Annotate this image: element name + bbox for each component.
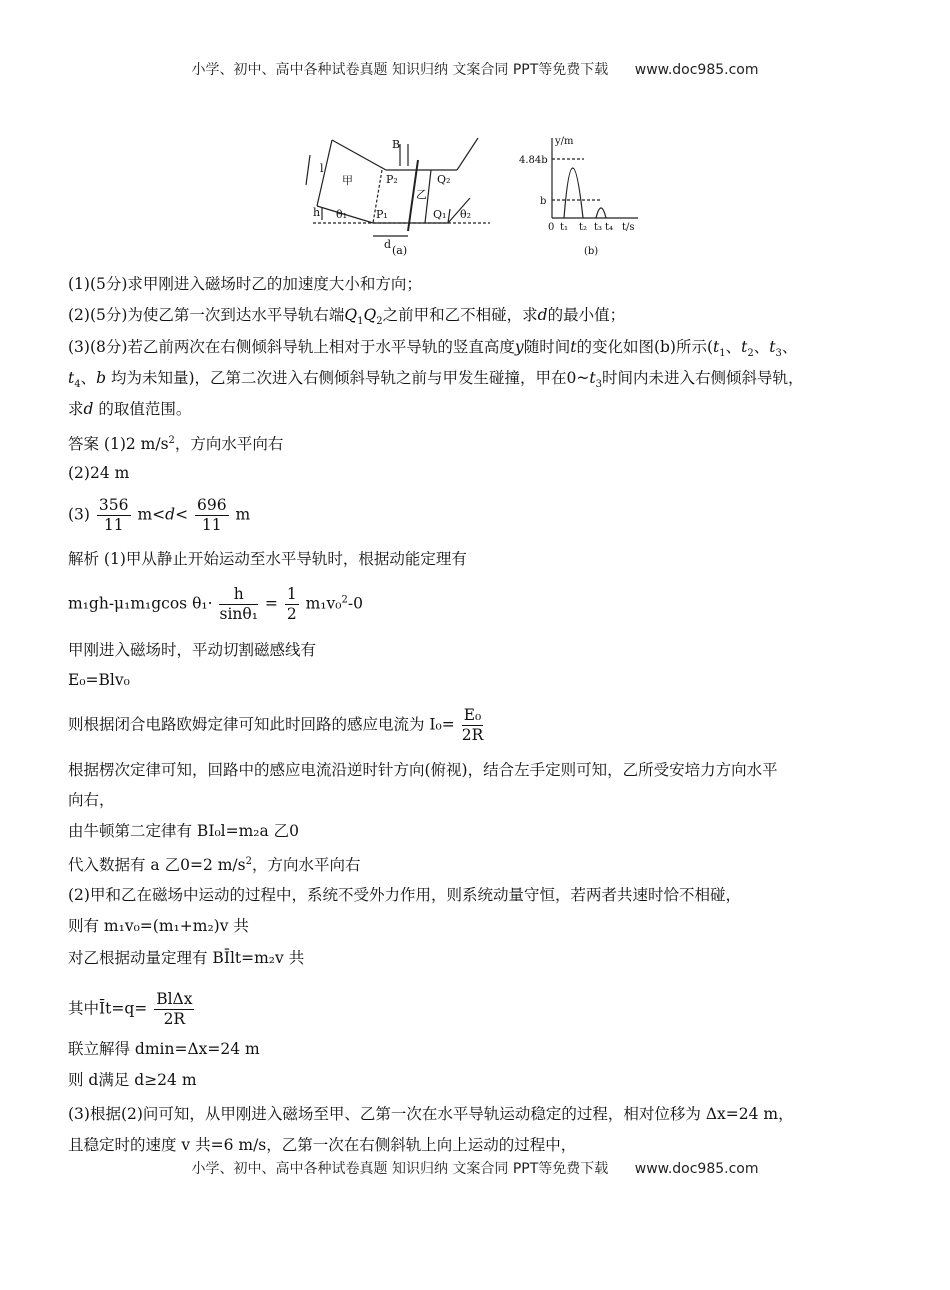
- fig-b-origin: 0: [548, 222, 555, 233]
- fig-label-Q1: Q₁: [433, 208, 447, 221]
- fig-label-P1: P₁: [376, 208, 388, 221]
- fig-label-B: B: [392, 138, 401, 151]
- fig-label-yi: 乙: [416, 188, 427, 201]
- answer-3: (3) $\frac{356}{11}$ m<d< $\frac{696}{11}$ m: [68, 496, 251, 534]
- analysis-4: 根据楞次定律可知，回路中的感应电流沿逆时针方向(俯视)，结合左手定则可知，乙所受安培力方向水平: [68, 761, 778, 779]
- header-url[interactable]: www.doc985.com: [634, 62, 759, 78]
- question-3: (3)(8分)若乙前两次在右侧倾斜导轨上相对于水平导轨的竖直高度y随时间t的变化如图(b)所示($t_1$、$t_2$、$t_3$、: [68, 338, 798, 360]
- analysis-3: 则根据闭合电路欧姆定律可知此时回路的感应电流为 I₀= $\frac{\text{E₀}}{2R}$: [68, 706, 484, 744]
- equation-2: E₀=Blv₀: [68, 671, 130, 689]
- fig-caption-a: (a): [392, 244, 408, 257]
- analysis-8: (2)甲和乙在磁场中运动的过程中，系统不受外力作用，则系统动量守恒，若两者共速时恰不相碰，: [68, 886, 741, 904]
- footer-text: 小学、初中、高中各种试卷真题 知识归纳 文案合同 PPT等免费下载: [191, 1161, 609, 1177]
- fig-label-P2: P₂: [386, 173, 398, 186]
- analysis-6: 由牛顿第二定律有 BI₀l=m₂a 乙0: [68, 822, 300, 840]
- fig-b-t4: t₄: [605, 222, 614, 233]
- fig-b-y-axis: y/m: [555, 136, 574, 147]
- fig-label-d: d: [384, 238, 392, 251]
- fig-b-t1: t₁: [560, 222, 569, 233]
- fig-b-t2: t₂: [579, 222, 588, 233]
- analysis-13: 则 d满足 d≥24 m: [68, 1071, 197, 1089]
- fig-label-Q2: Q₂: [437, 173, 451, 186]
- analysis-12: 联立解得 dmin=Δx=24 m: [68, 1040, 260, 1058]
- fig-b-t-axis: t/s: [622, 222, 635, 233]
- fig-label-h: h: [313, 206, 321, 219]
- analysis-15: 且稳定时的速度 v 共=6 m/s，乙第一次在右侧斜轨上向上运动的过程中，: [68, 1136, 577, 1154]
- question-2: (2)(5分)为使乙第一次到达水平导轨右端$Q_1Q_2$之前甲和乙不相碰，求d的最小值；: [68, 306, 626, 328]
- equation-1: m₁gh-μ₁m₁gcos θ₁· $\frac{h}{\text{sinθ₁}}$ = $\frac{1}{2}$ m₁v₀$^2$-0: [68, 585, 363, 623]
- answer-2: (2)24 m: [68, 464, 130, 482]
- header-text: 小学、初中、高中各种试卷真题 知识归纳 文案合同 PPT等免费下载: [191, 62, 609, 78]
- answer-1: 答案 (1)2 $m/s^2$，方向水平向右: [68, 435, 284, 454]
- fig-label-jia: 甲: [342, 174, 353, 187]
- fig-b-t3: t₃: [594, 222, 603, 233]
- fig-label-theta1: θ₁: [336, 208, 348, 221]
- analysis-11: 其中Īt=q= $\frac{\text{BlΔx}}{2R}$: [68, 990, 193, 1028]
- analysis-10: 对乙根据动量定理有 BĪlt=m₂v 共: [68, 949, 305, 967]
- fig-caption-b: (b): [584, 246, 599, 257]
- analysis-5: 向右，: [68, 791, 115, 809]
- fig-label-l: l: [320, 162, 324, 175]
- question-1: (1)(5分)求甲刚进入磁场时乙的加速度大小和方向；: [68, 275, 422, 293]
- question-3-end: 求d 的取值范围。: [68, 400, 192, 418]
- fig-label-theta2: θ₂: [460, 208, 472, 221]
- analysis-7: 代入数据有 a 乙0=2 $m/s^2$，方向水平向右: [68, 856, 361, 875]
- page-footer: [0, 1158, 950, 1178]
- page-header: [0, 59, 950, 79]
- fig-b-y-top: 4.84b: [519, 155, 548, 166]
- analysis-1: 解析 (1)甲从静止开始运动至水平导轨时，根据动能定理有: [68, 550, 467, 568]
- analysis-9: 则有 m₁v₀=(m₁+m₂)v 共: [68, 917, 249, 935]
- problem-figure: [300, 128, 660, 263]
- analysis-14: (3)根据(2)问可知，从甲刚进入磁场至甲、乙第一次在水平导轨运动稳定的过程，相对位移为 Δx=24 m，: [68, 1105, 794, 1123]
- footer-url[interactable]: www.doc985.com: [634, 1161, 759, 1177]
- question-3-cont: $t_4$、b 均为未知量)，乙第二次进入右侧倾斜导轨之前与甲发生碰撞，甲在$0\sim t_3$时间内未进入右侧倾斜导轨，: [68, 369, 804, 391]
- analysis-2: 甲刚进入磁场时，平动切割磁感线有: [68, 641, 317, 659]
- fig-b-y-b: b: [540, 196, 547, 207]
